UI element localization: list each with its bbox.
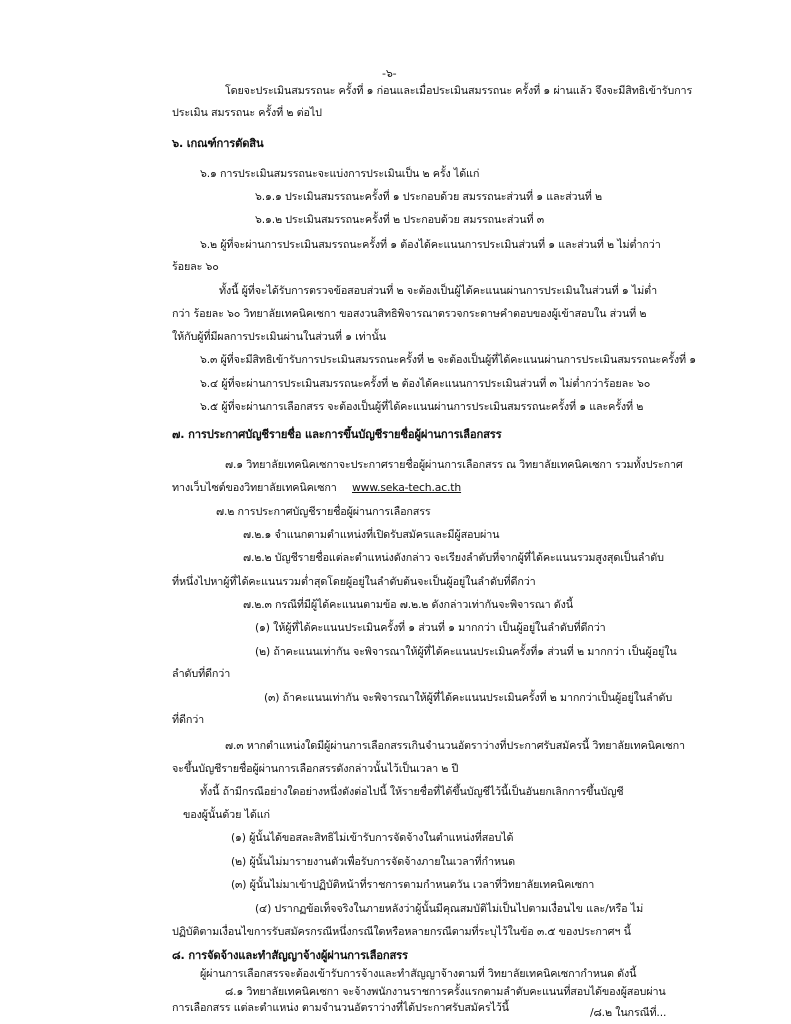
text-line: ๖.๕ ผู้ที่จะผ่านการเลือกสรร จะต้องเป็นผู้ที่ได้คะแนนผ่านการประเมินสมรรถนะครั้งที่ ๑ และครั้งที่ ๒ bbox=[200, 400, 644, 413]
text-line: ประเมิน สมรรถนะ ครั้งที่ ๒ ต่อไป bbox=[172, 106, 322, 119]
text-line: ผู้ผ่านการเลือกสรรจะต้องเข้ารับการจ้างและทำสัญญาจ้างตามที่ วิทยาลัยเทคนิคเซกากำหนด ดังนี้ bbox=[200, 967, 637, 980]
text-line: ให้กับผู้ที่มีผลการประเมินผ่านในส่วนที่ ๑ เท่านั้น bbox=[172, 330, 386, 343]
text-line: จะขึ้นบัญชีรายชื่อผู้ผ่านการเลือกสรรดังกล่าวนั้นไว้เป็นเวลา ๒ ปี bbox=[172, 762, 459, 775]
text-line: ของผู้นั้นด้วย ได้แก่ bbox=[183, 808, 270, 821]
section-heading: ๖. เกณฑ์การตัดสิน bbox=[172, 137, 264, 150]
text-line: ๖.๑.๒ ประเมินสมรรถนะครั้งที่ ๒ ประกอบด้วย สมรรถนะส่วนที่ ๓ bbox=[255, 213, 544, 226]
text-line: ๗.๓ หากตำแหน่งใดมีผู้ผ่านการเลือกสรรเกินจำนวนอัตราว่างที่ประกาศรับสมัครนี้ วิทยาลัยเทคนิคเซกา bbox=[225, 739, 685, 752]
text-line: (๒) ผู้นั้นไม่มารายงานตัวเพื่อรับการจัดจ้างภายในเวลาที่กำหนด bbox=[231, 855, 516, 868]
text-line: ที่หนึ่งไปหาผู้ที่ได้คะแนนรวมต่ำสุดโดยผู้อยู่ในลำดับต้นจะเป็นผู้อยู่ในลำดับที่ดีกว่า bbox=[172, 575, 536, 588]
text-line: กว่า ร้อยละ ๖๐ วิทยาลัยเทคนิคเซกา ขอสงวนสิทธิพิจารณาตรวจกระดาษคำตอบของผู้เข้าสอบใน ส่วนที่ ๒ bbox=[172, 307, 647, 320]
text-line: (๒) ถ้าคะแนนเท่ากัน จะพิจารณาให้ผู้ที่ได้คะแนนประเมินครั้งที่๑ ส่วนที่ ๒ มากกว่า เป็นผู้อยู่ใน bbox=[255, 645, 677, 658]
text-line bbox=[172, 480, 461, 496]
text-line: ลำดับที่ดีกว่า bbox=[172, 667, 231, 680]
text-fragment: ทางเว็บไซต์ของวิทยาลัยเทคนิคเซกา bbox=[172, 481, 337, 494]
text-line: (๓) ผู้นั้นไม่มาเข้าปฏิบัติหน้าที่ราชการตามกำหนดวัน เวลาที่วิทยาลัยเทคนิคเซกา bbox=[231, 878, 595, 891]
continuation-note: /๘.๒ ในกรณีที่... bbox=[590, 1006, 667, 1019]
text-line: ร้อยละ ๖๐ bbox=[172, 260, 219, 273]
text-line: ๘.๑ วิทยาลัยเทคนิคเซกา จะจ้างพนักงานราชการครั้งแรกตามลำดับคะแนนที่สอบได้ของผู้สอบผ่าน bbox=[225, 985, 666, 998]
text-line: ๖.๓ ผู้ที่จะมีสิทธิเข้ารับการประเมินสมรรถนะครั้งที่ ๒ จะต้องเป็นผู้ที่ได้คะแนนผ่านการประเมินสมรรถนะครั้งที่ ๑ bbox=[200, 353, 696, 366]
text-line: ๗.๒ การประกาศบัญชีรายชื่อผู้ผ่านการเลือกสรร bbox=[216, 505, 431, 518]
text-line: ๖.๔ ผู้ที่จะผ่านการประเมินสมรรถนะครั้งที่ ๒ ต้องได้คะแนนการประเมินส่วนที่ ๓ ไม่ต่ำกว่าร้อยละ ๖๐ bbox=[200, 377, 651, 390]
text-line: ทั้งนี้ ผู้ที่จะได้รับการตรวจข้อสอบส่วนที่ ๒ จะต้องเป็นผู้ได้คะแนนผ่านการประเมินในส่วนที่ ๑ ไม่ต่ำ bbox=[219, 284, 658, 297]
text-line: (๔) ปรากฏข้อเท็จจริงในภายหลังว่าผู้นั้นมีคุณสมบัติไม่เป็นไปตามเงื่อนไข และ/หรือ ไม่ bbox=[255, 902, 644, 915]
section-heading: ๗. การประกาศบัญชีรายชื่อ และการขึ้นบัญชีรายชื่อผู้ผ่านการเลือกสรร bbox=[172, 428, 502, 441]
text-line: การเลือกสรร แต่ละตำแหน่ง ตามจำนวนอัตราว่างที่ได้ประกาศรับสมัครไว้นี้ bbox=[172, 1001, 509, 1014]
text-line: (๑) ให้ผู้ที่ได้คะแนนประเมินครั้งที่ ๑ ส่วนที่ ๑ มากกว่า เป็นผู้อยู่ในลำดับที่ดีกว่า bbox=[255, 621, 606, 634]
section-heading: ๘. การจัดจ้างและทำสัญญาจ้างผู้ผ่านการเลือกสรร bbox=[172, 949, 408, 962]
text-line: ทั้งนี้ ถ้ามีกรณีอย่างใดอย่างหนึ่งดังต่อไปนี้ ให้รายชื่อที่ได้ขึ้นบัญชีไว้นี้เป็นอันยกเลิกการขึ้นบัญชี bbox=[200, 785, 624, 798]
website-link[interactable]: www.seka-tech.ac.th bbox=[351, 481, 462, 494]
text-line: ๖.๑.๑ ประเมินสมรรถนะครั้งที่ ๑ ประกอบด้วย สมรรถนะส่วนที่ ๑ และส่วนที่ ๒ bbox=[255, 190, 602, 203]
text-line: ๗.๒.๑ จำแนกตามตำแหน่งที่เปิดรับสมัครและมีผู้สอบผ่าน bbox=[243, 528, 500, 541]
text-line: (๑) ผู้นั้นได้ขอสละสิทธิไม่เข้ารับการจัดจ้างในตำแหน่งที่สอบได้ bbox=[231, 831, 514, 844]
text-line: โดยจะประเมินสมรรถนะ ครั้งที่ ๑ ก่อนและเมื่อประเมินสมรรถนะ ครั้งที่ ๑ ผ่านแล้ว จึงจะมีสิทธิเข้ารับการ bbox=[225, 84, 693, 97]
text-line: ปฏิบัติตามเงื่อนไขการรับสมัครกรณีหนึ่งกรณีใดหรือหลายกรณีตามที่ระบุไว้ในข้อ ๓.๕ ของประกาศฯ นี้ bbox=[172, 925, 631, 938]
page-number: -๖- bbox=[382, 67, 397, 80]
text-line: ๗.๑ วิทยาลัยเทคนิคเซกาจะประกาศรายชื่อผู้ผ่านการเลือกสรร ณ วิทยาลัยเทคนิคเซกา รวมทั้งประกาศ bbox=[225, 458, 683, 471]
text-line: ๖.๑ การประเมินสมรรถนะจะแบ่งการประเมินเป็น ๒ ครั้ง ได้แก่ bbox=[200, 167, 480, 180]
text-line: ๖.๒ ผู้ที่จะผ่านการประเมินสมรรถนะครั้งที่ ๑ ต้องได้คะแนนการประเมินส่วนที่ ๑ และส่วนที่ ๒ ไม่ต่ำกว่า bbox=[200, 238, 661, 251]
text-line: ที่ดีกว่า bbox=[172, 713, 205, 726]
text-line: ๗.๒.๓ กรณีที่มีผู้ได้คะแนนตามข้อ ๗.๒.๒ ดังกล่าวเท่ากันจะพิจารณา ดังนี้ bbox=[243, 598, 574, 611]
text-line: (๓) ถ้าคะแนนเท่ากัน จะพิจารณาให้ผู้ที่ได้คะแนนประเมินครั้งที่ ๒ มากกว่าเป็นผู้อยู่ในลำดับ bbox=[264, 691, 673, 704]
text-line: ๗.๒.๒ บัญชีรายชื่อแต่ละตำแหน่งดังกล่าว จะเรียงลำดับที่จากผู้ที่ได้คะแนนรวมสูงสุดเป็นลำดับ bbox=[243, 551, 664, 564]
